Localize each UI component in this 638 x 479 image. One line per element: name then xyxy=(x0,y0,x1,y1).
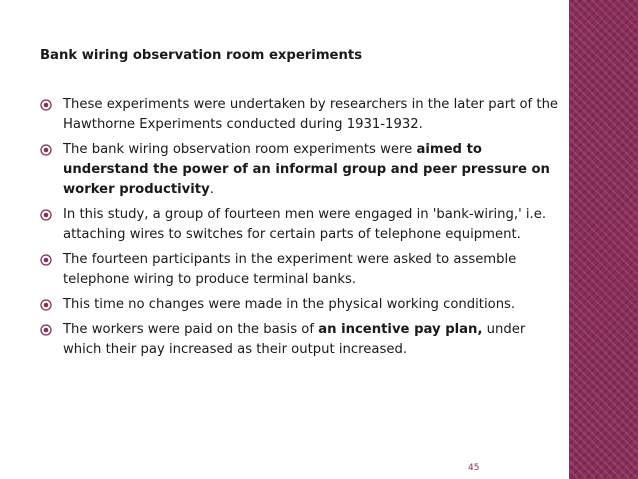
bullet-item xyxy=(40,250,560,290)
bullet-text-segment: This time no changes were made in the physical working conditions. xyxy=(63,297,516,312)
bullet-item xyxy=(40,205,560,245)
bullet-text-segment: The fourteen participants in the experiment were asked to assemble telephone wiring to produce terminal banks. xyxy=(63,252,517,287)
bullet-text xyxy=(63,297,515,312)
slide-title: Bank wiring observation room experiments xyxy=(40,48,363,63)
bullet-list xyxy=(40,95,560,365)
bullet-item xyxy=(40,140,560,200)
bullet-text xyxy=(63,207,546,242)
bullet-text xyxy=(63,252,516,287)
bullet-text-segment: under which their pay increased as their output increased. xyxy=(63,322,526,357)
bullet-item xyxy=(40,95,560,135)
bullet-text-segment: . xyxy=(209,182,214,197)
circled-dot-icon xyxy=(40,320,52,340)
circled-dot-icon xyxy=(40,295,52,315)
bullet-text-segment: The workers were paid on the basis of xyxy=(63,322,319,337)
bullet-item xyxy=(40,295,560,315)
bullet-text-bold: an incentive pay plan, xyxy=(318,322,483,337)
bullet-text xyxy=(63,97,558,132)
circled-dot-icon xyxy=(40,205,52,225)
page-number: 45 xyxy=(468,463,480,473)
bullet-text xyxy=(63,142,550,197)
bullet-text-segment: The bank wiring observation room experiments were xyxy=(63,142,417,157)
decorative-side-bar xyxy=(569,0,638,479)
bullet-text xyxy=(63,322,525,357)
circled-dot-icon xyxy=(40,250,52,270)
bullet-item xyxy=(40,320,560,360)
bullet-text-bold: aimed to understand the power of an informal group and peer pressure on worker productivity xyxy=(63,142,550,197)
circled-dot-icon xyxy=(40,95,52,115)
circled-dot-icon xyxy=(40,140,52,160)
bullet-text-segment: In this study, a group of fourteen men were engaged in 'bank-wiring,' i.e. attaching wires to switches for certain parts of telephone equipment. xyxy=(63,207,547,242)
bullet-text-segment: These experiments were undertaken by researchers in the later part of the Hawthorne Experiments conducted during 1931-1932. xyxy=(63,97,559,132)
